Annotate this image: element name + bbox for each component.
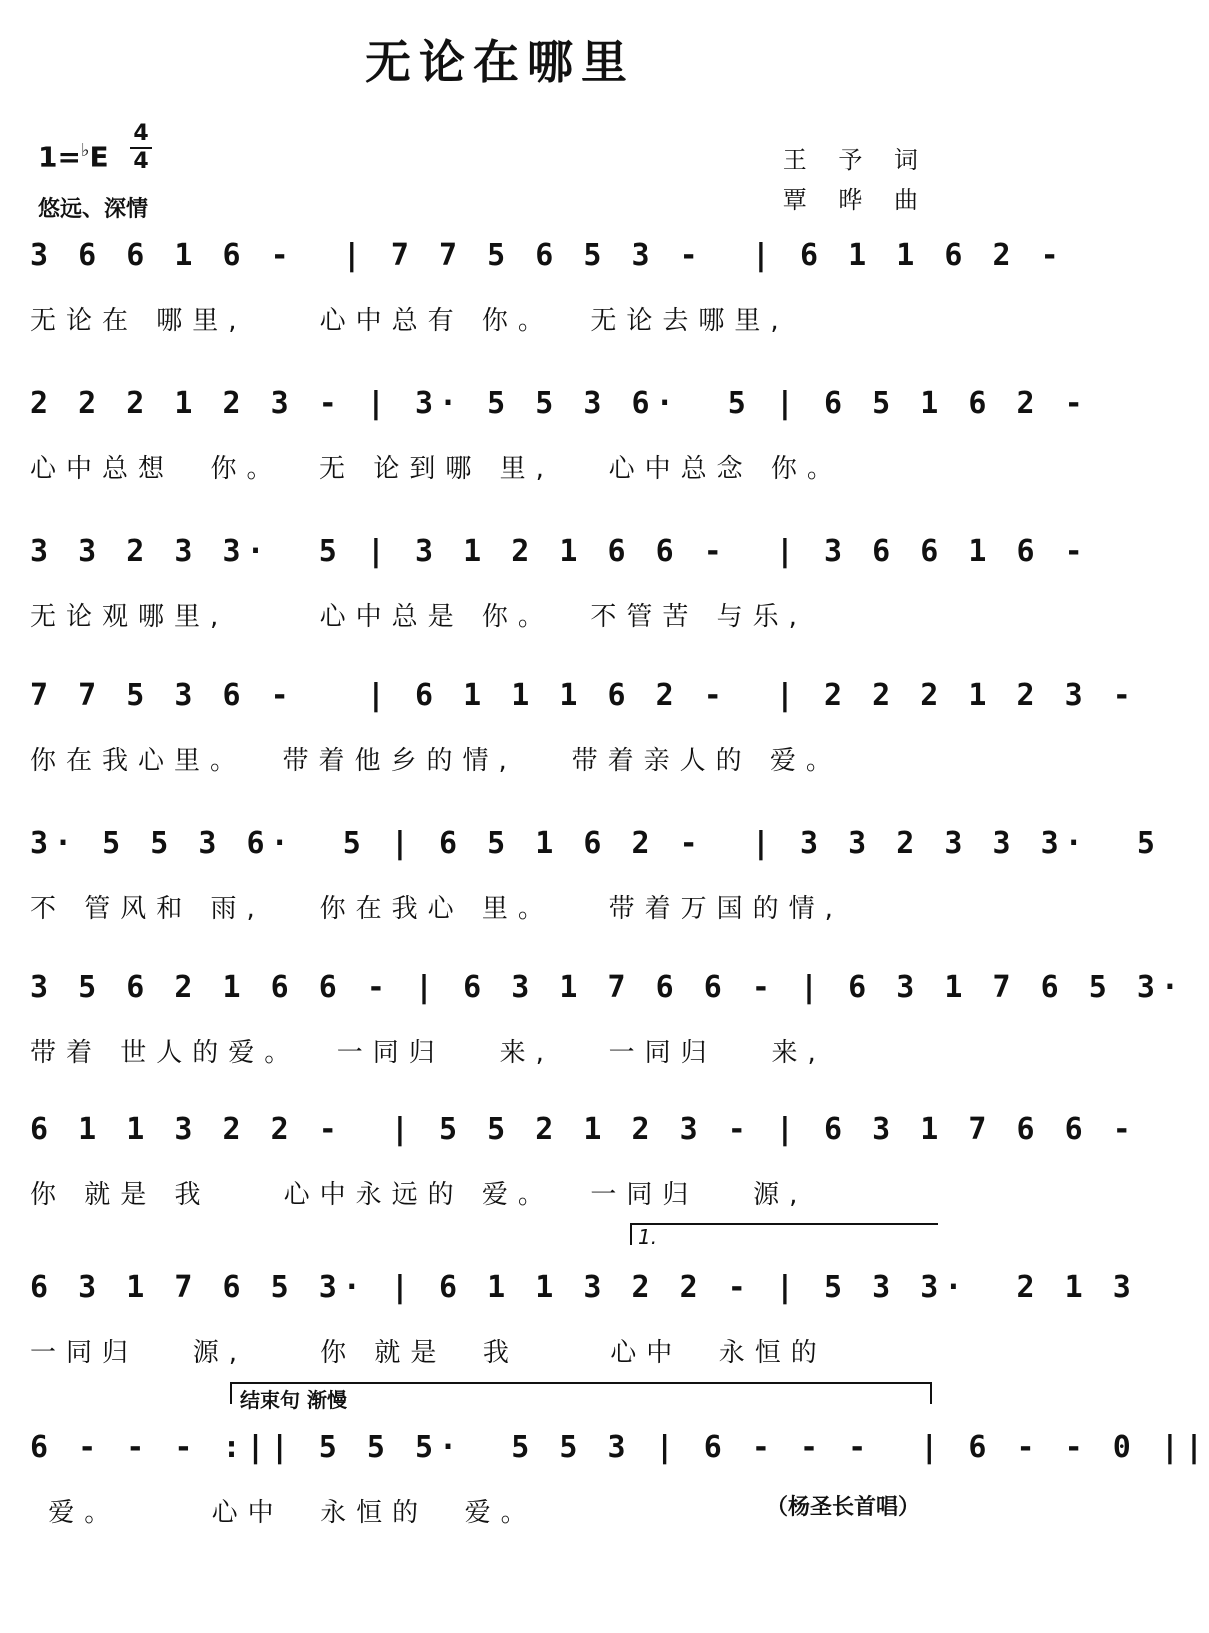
notes-line: 3 5 6 2 1 6 6 - | 6 3 1 7 6 6 - | 6 3 1 7 6 5 3· [30, 970, 1185, 1005]
notes-line: 6 - - - :|| 5 5 5· 5 5 3 | 6 - - - | 6 - - 0 || [30, 1430, 1209, 1465]
flat-sign: ♭ [80, 140, 90, 161]
lyrics-line: 一同归 源, 你 就是 我 心中 永恒的 [30, 1338, 827, 1368]
lyrics-line: 爱。 心中 永恒的 爱。 [30, 1498, 537, 1528]
score-row-5 [30, 826, 1161, 976]
tempo-marking: 悠远、深情 [38, 197, 149, 222]
song-title: 无论在哪里 [365, 35, 635, 89]
score-row-2 [30, 386, 1089, 536]
time-top: 4 [133, 121, 149, 146]
time-signature [130, 122, 152, 174]
first-ending-bracket: 1. [630, 1223, 938, 1245]
lyrics-line: 无论在 哪里, 心中总有 你。 无论去哪里, [30, 306, 789, 336]
key-note: E [89, 140, 109, 174]
key-signature [38, 140, 109, 173]
coda-bracket: 结束句 渐慢 [230, 1382, 932, 1404]
notes-line: 3· 5 5 3 6· 5 | 6 5 1 6 2 - | 3 3 2 3 3 3· 5 [30, 826, 1161, 861]
key-label: 1= [38, 140, 81, 174]
notes-line: 3 3 2 3 3· 5 | 3 1 2 1 6 6 - | 3 6 6 1 6 - [30, 534, 1089, 569]
lyrics-line: 心中总想 你。 无 论到哪 里, 心中总念 你。 [30, 454, 843, 484]
lyrics-line: 无论观哪里, 心中总是 你。 不管苦 与乐, [30, 602, 807, 632]
singer-credit: （杨圣长首唱） [765, 1495, 920, 1520]
notes-line: 6 1 1 3 2 2 - | 5 5 2 1 2 3 - | 6 3 1 7 6 6 - [30, 1112, 1137, 1147]
lyrics-line: 带着 世人的爱。 一同归 来, 一同归 来, [30, 1038, 826, 1068]
notes-line: 3 6 6 1 6 - | 7 7 5 6 5 3 - | 6 1 1 6 2 - [30, 238, 1065, 273]
score-row-4 [30, 678, 1137, 828]
lyrics-line: 你在我心里。 带着他乡的情, 带着亲人的 爱。 [30, 746, 842, 776]
lyricist-credit: 王 予 词 [782, 146, 930, 174]
notes-line: 7 7 5 3 6 - | 6 1 1 1 6 2 - | 2 2 2 1 2 3 - [30, 678, 1137, 713]
composer-credit: 覃 晔 曲 [782, 186, 930, 214]
lyrics-line: 不 管风和 雨, 你在我心 里。 带着万国的情, [30, 894, 843, 924]
notes-line: 6 3 1 7 6 5 3· | 6 1 1 3 2 2 - | 5 3 3· 2 1 3 [30, 1270, 1137, 1305]
score-row-1 [30, 238, 1065, 388]
score-row-6 [30, 970, 1185, 1120]
score-row-3 [30, 534, 1089, 684]
time-bottom: 4 [133, 149, 149, 174]
lyrics-line: 你 就是 我 心中永远的 爱。 一同归 源, [30, 1180, 808, 1210]
notes-line: 2 2 2 1 2 3 - | 3· 5 5 3 6· 5 | 6 5 1 6 2 - [30, 386, 1089, 421]
